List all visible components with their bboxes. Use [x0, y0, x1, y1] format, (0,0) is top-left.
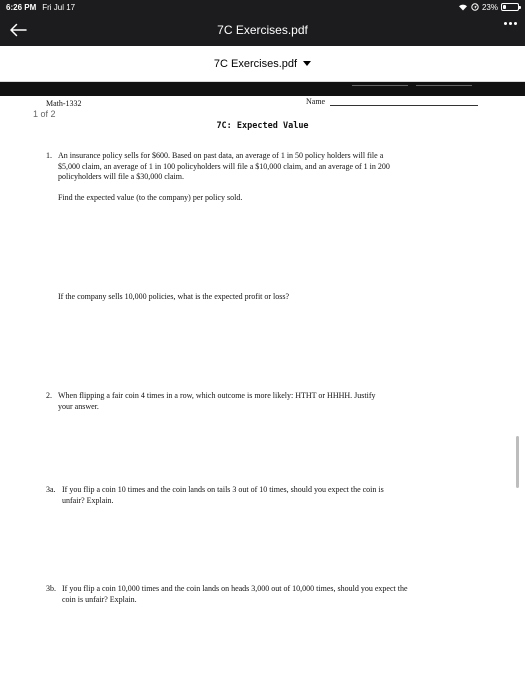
status-indicators	[458, 3, 519, 12]
question-1-line-1: An insurance policy sells for $600. Based on past data, an average of 1 in 50 policy holders will file a	[58, 151, 384, 160]
navigation-bar	[0, 14, 525, 46]
name-label: Name	[306, 97, 326, 106]
battery-icon	[501, 3, 519, 11]
back-arrow-icon	[9, 23, 27, 37]
document-selector-label: 7C Exercises.pdf	[213, 57, 298, 70]
question-1-part-b: If the company sells 10,000 policies, what is the expected profit or loss?	[58, 292, 290, 301]
more-options-icon[interactable]	[504, 22, 517, 25]
name-underline	[330, 105, 478, 106]
question-1-number: 1.	[46, 151, 52, 160]
page-header-band	[0, 82, 525, 96]
worksheet-heading: 7C: Expected Value	[216, 121, 309, 131]
question-3a-line-2: unfair? Explain.	[62, 495, 114, 505]
question-3b-number: 3b.	[46, 584, 56, 593]
question-2	[58, 391, 376, 412]
question-2-number: 2.	[46, 391, 52, 400]
question-1-line-3: policyholders will file a $30,000 claim.	[58, 172, 184, 181]
question-3a	[62, 485, 384, 506]
question-3b-line-2: coin is unfair? Explain.	[62, 594, 137, 604]
question-2-line-1: When flipping a fair coin 4 times in a row, which outcome is more likely: HTHT or HHHH. Justify	[58, 391, 376, 400]
battery-percent: 23%	[481, 2, 498, 12]
question-2-line-2: your answer.	[58, 401, 99, 411]
location-icon	[471, 3, 479, 11]
question-3b-line-1: If you flip a coin 10,000 times and the coin lands on heads 3,000 out of 10,000 times, should you expect the	[62, 584, 408, 593]
course-code: Math-1332	[46, 99, 82, 108]
question-3a-number: 3a.	[46, 485, 56, 494]
status-time: 6:26 PM	[6, 2, 37, 12]
page-indicator: 1 of 2	[33, 109, 56, 119]
question-1	[58, 151, 390, 183]
question-3b	[62, 584, 408, 605]
question-1-line-2: $5,000 claim, an average of 1 in 100 policyholders will file a $10,000 claim, and an average of 1 in 200	[58, 161, 390, 171]
status-date: Fri Jul 17	[42, 2, 76, 12]
scrollbar[interactable]	[516, 436, 519, 488]
pdf-page	[0, 96, 525, 700]
caret-down-icon	[303, 61, 311, 66]
document-selector[interactable]	[0, 46, 525, 82]
back-button[interactable]	[6, 18, 30, 42]
status-bar	[0, 0, 525, 14]
question-3a-line-1: If you flip a coin 10 times and the coin lands on tails 3 out of 10 times, should you expect the coin is	[62, 485, 384, 494]
question-1-part-a: Find the expected value (to the company) per policy sold.	[58, 193, 243, 202]
wifi-icon	[458, 3, 468, 11]
document-title: 7C Exercises.pdf	[217, 23, 308, 37]
